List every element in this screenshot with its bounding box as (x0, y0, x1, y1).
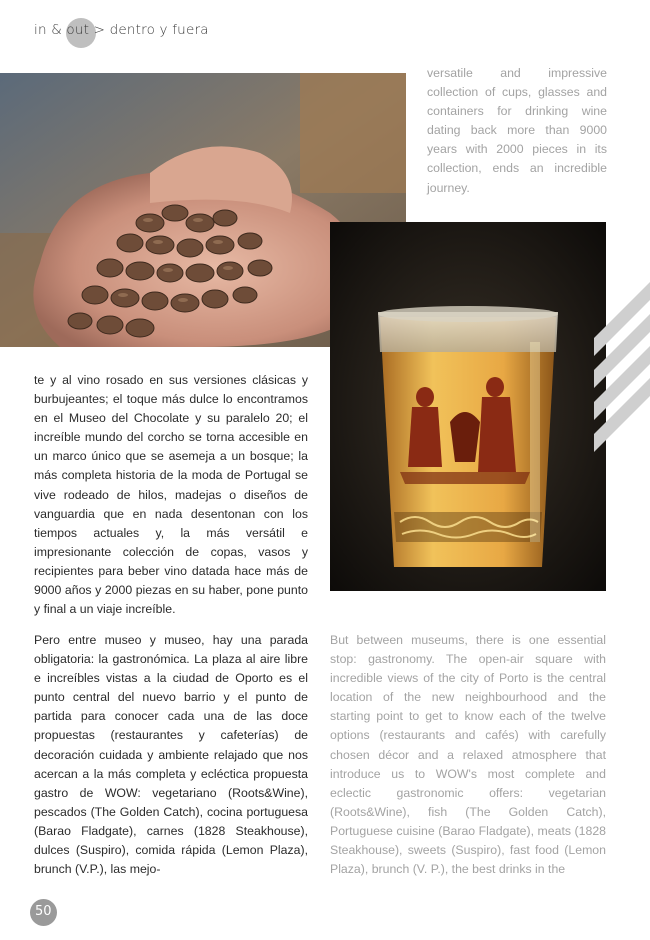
page-number-badge (30, 899, 57, 926)
spanish-paragraph-1: te y al vino rosado en sus versiones clásicas y burbujeantes; el toque más dulce lo encontramos en el Museo del Chocolate y su paralelo 20; el increíble mundo del corcho se torna accesible en un marco único que se asemeja a un bosque; la más completa historia de la moda de Portugal se vive rodeado de hilos, madejas o diseños de vanguardia que en nada desentonan con los tiempos actuales y, la más versátil e impresionante colección de copas, vasos y recipientes para beber vino datada hace más de 9000 años y 2000 piezas en su haber, pone punto y final a un viaje increíble. (34, 373, 308, 617)
page-number: 50 (35, 904, 52, 919)
english-paragraph-2: But between museums, there is one essential stop: gastronomy. The open-air square with incredible views of the city of Porto is the central location of the new neighbourhood and the starting point to get to know each of the twelve options (restaurants and cafés) with carefully chosen décor and a relaxed atmosphere that introduce us to WOW's most complete and eclectic gastronomic offers: vegetarian (Roots&Wine), fish (The Golden Catch), Portuguese cuisine (Barao Fladgate), meats (1828 Steakhouse), sweets (Suspiro), fast food (Lemon Plaza), brunch (V. P.), the best drinks in the (330, 633, 606, 877)
engraved-glass-photo (330, 222, 606, 591)
section-header: in & out > dentro y fuera (34, 22, 209, 38)
english-paragraph-top: versatile and impressive collection of cups, glasses and containers for drinking wine dating back more than 9000 years with 2000 pieces in its collection, ends an incredible journey. (427, 66, 607, 195)
diagonal-stripes-decoration (594, 282, 650, 462)
spanish-paragraph-2: Pero entre museo y museo, hay una parada obligatoria: la gastronómica. La plaza al aire libre e increíbles vistas a la ciudad de Oporto es el punto central del nuevo barrio y el punto de partida para conocer cada una de las doce propuestas (restaurantes y cafeterías) de decoración cuidada y ambiente relajado que nos acercan a la más completa y ecléctica propuesta gastro de WOW: vegetariano (Roots&Wine), pescados (The Golden Catch), cocina portuguesa (Barao Fladgate), carnes (1828 Steakhouse), dulces (Suspiro), comida rápida (Lemon Plaza), brunch (V.P.), las mejo- (34, 633, 308, 877)
